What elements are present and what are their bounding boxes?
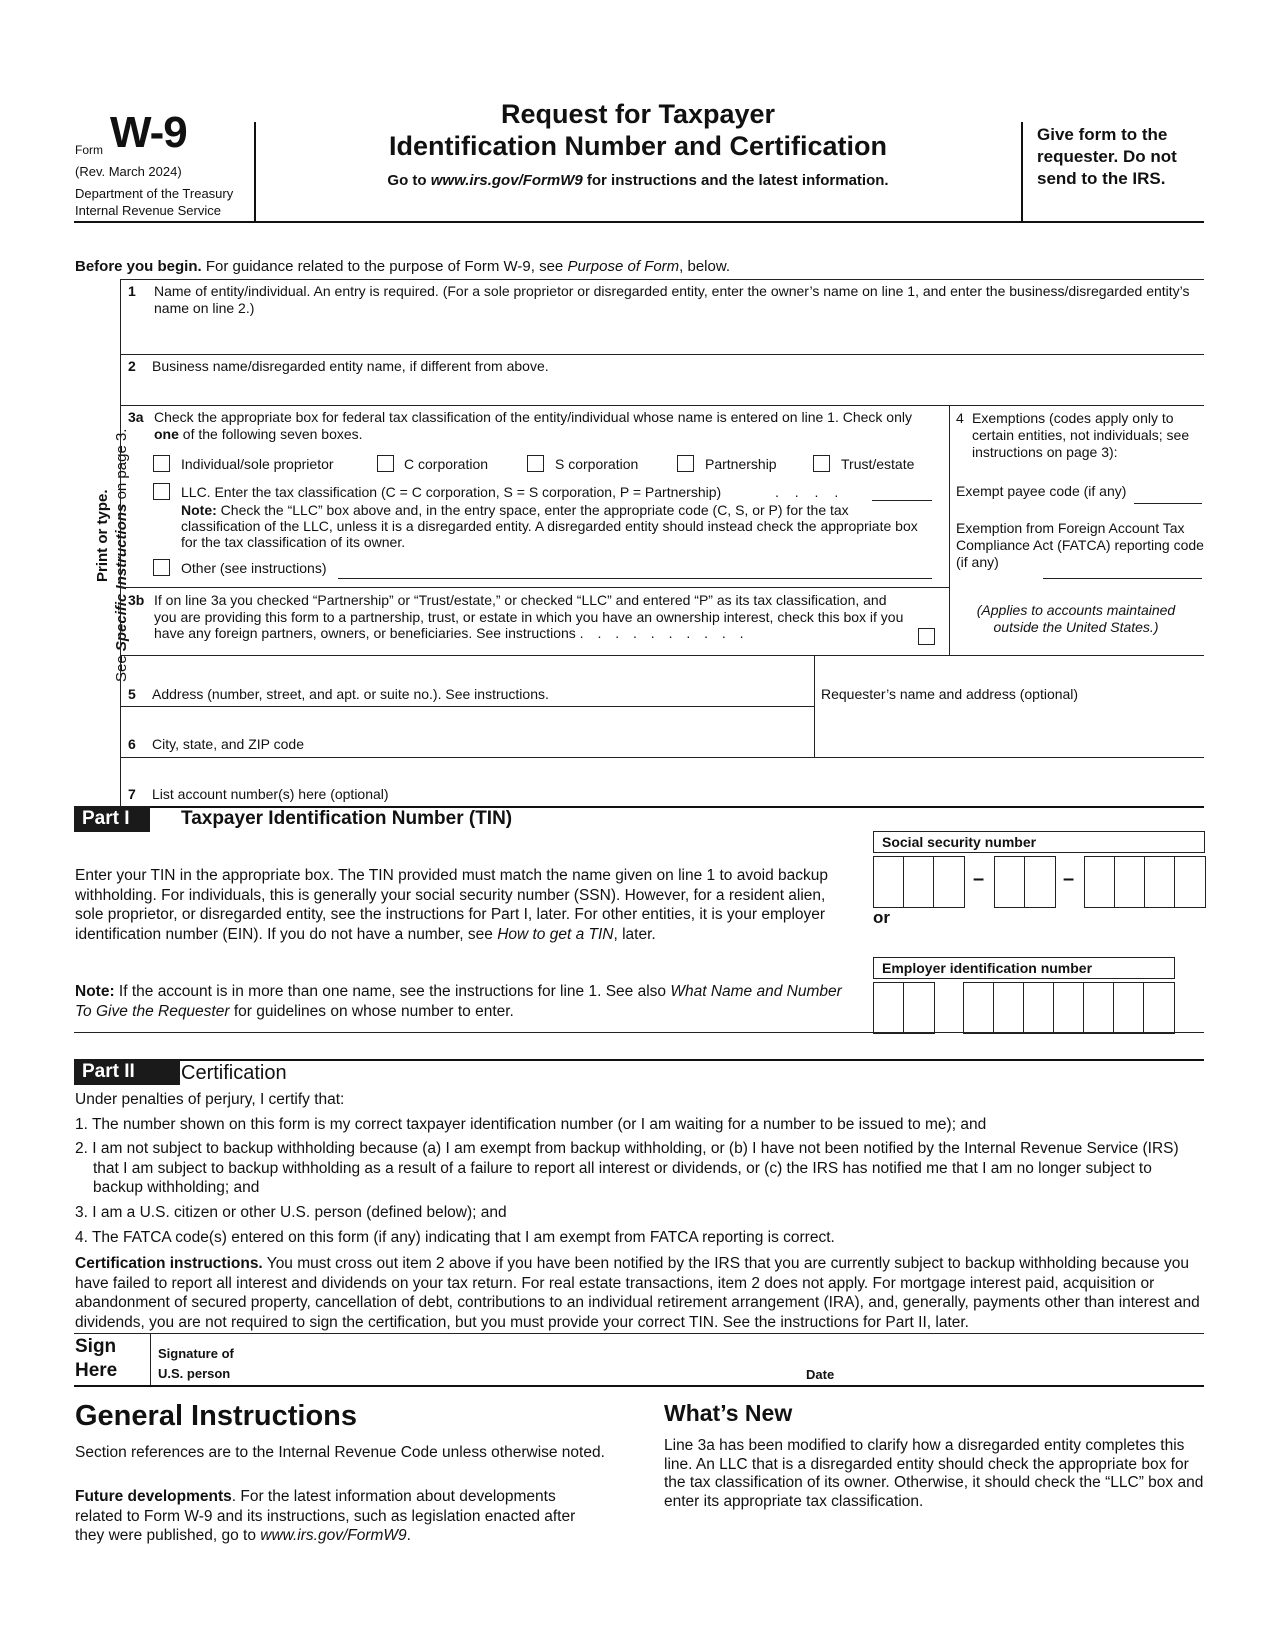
- part-1-note: Note: If the account is in more than one name, see the instructions for line 1. See also What Name and Number To Give the Requester for guidelines on whose number to enter.: [75, 983, 842, 1020]
- form-revision: (Rev. March 2024): [75, 164, 182, 179]
- cert-item-4: 4. The FATCA code(s) entered on this form (if any) indicating that I am exempt from FATCA reporting is correct.: [75, 1229, 835, 1246]
- c-corporation-label: C corporation: [404, 456, 489, 472]
- whats-new-title: What’s New: [664, 1400, 793, 1426]
- or-label: or: [873, 908, 890, 927]
- general-instructions-title: General Instructions: [75, 1400, 358, 1432]
- other-label: Other (see instructions): [181, 560, 327, 576]
- ein-label-box: [873, 957, 1175, 979]
- requester-label: Requester’s name and address (optional): [821, 686, 1079, 702]
- fatca-applies-note: (Applies to accounts maintained outside the United States.): [976, 602, 1176, 635]
- agency: Internal Revenue Service: [75, 203, 221, 218]
- form-name: W-9: [110, 108, 187, 157]
- goto-instructions: Go to www.irs.gov/FormW9 for instructions and the latest information.: [387, 172, 889, 189]
- give-form-note: Give form to the requester. Do not send to the IRS.: [1037, 125, 1177, 188]
- ssn-dash-1: –: [973, 868, 985, 890]
- signature-field[interactable]: [250, 1338, 790, 1382]
- line-3b-label: 3b If on line 3a you checked “Partnership” or “Trust/estate,” or checked “LLC” and entered “P” as its tax classification, and you are providing this form to a partnership, trust, or estate in which you have an ownership interest, check this box if you have any foreign partners, owners, or beneficiaries. See instructions . . . . . . . . . .: [128, 592, 904, 641]
- irs-url-link-2[interactable]: www.irs.gov/FormW9: [260, 1527, 407, 1544]
- line-6-city-input[interactable]: [150, 710, 804, 736]
- ssn-area-boxes[interactable]: [873, 856, 965, 908]
- llc-checkbox[interactable]: [153, 483, 170, 500]
- s-corporation-checkbox[interactable]: [527, 455, 544, 472]
- part-1-title: Taxpayer Identification Number (TIN): [181, 808, 513, 829]
- line-7-account-input[interactable]: [420, 785, 804, 807]
- cert-item-3: 3. I am a U.S. citizen or other U.S. person (defined below); and: [75, 1204, 507, 1221]
- llc-label: LLC. Enter the tax classification (C = C corporation, S = S corporation, P = Partnership): [181, 484, 722, 500]
- before-you-begin: Before you begin. For guidance related to the purpose of Form W-9, see Purpose of Form, below.: [75, 258, 731, 275]
- individual-checkbox[interactable]: [153, 455, 170, 472]
- line-4-label: 4 Exemptions (codes apply only to certain entities, not individuals; see instructions on page 3):: [956, 410, 1190, 460]
- ein-prefix-boxes[interactable]: [873, 982, 935, 1034]
- exempt-payee-label: Exempt payee code (if any): [956, 483, 1127, 499]
- line-5-address-input[interactable]: [150, 660, 804, 686]
- side-print-instruction: Print or type. See Specific Instructions on page 3.: [94, 428, 130, 682]
- future-developments: Future developments. For the latest information about developments related to Form W-9 and its instructions, such as legislation enacted after they were published, go to www.irs.gov/FormW9.: [75, 1488, 576, 1544]
- whats-new-text: Line 3a has been modified to clarify how a disregarded entity completes this line. An LLC that is a disregarded entity should check the appropriate box for the tax classification of its owner. Otherwise, it should check the “LLC” box and enter its appropriate tax classification.: [664, 1437, 1204, 1510]
- line-6-label: 6 City, state, and ZIP code: [128, 736, 305, 752]
- trust-estate-label: Trust/estate: [841, 456, 915, 472]
- line-7-label: 7 List account number(s) here (optional): [128, 786, 389, 802]
- llc-note: Note: Check the “LLC” box above and, in the entry space, enter the appropriate code (C, S, or P) for the tax classification of the LLC, unless it is a disregarded entity. A disregarded entity should instead check the appropriate box for the tax classification of its owner.: [181, 502, 918, 550]
- form-title: Request for Taxpayer Identification Number and Certification: [388, 99, 888, 161]
- line-2-label: 2 Business name/disregarded entity name, if different from above.: [128, 358, 549, 374]
- line-3a-label: 3a Check the appropriate box for federal tax classification of the entity/individual whose name is entered on line 1. Check only one of the following seven boxes.: [128, 409, 912, 442]
- s-corporation-label: S corporation: [555, 456, 639, 472]
- sign-here-label: Sign Here: [75, 1336, 118, 1381]
- date-input[interactable]: [850, 1360, 1204, 1384]
- exempt-payee-input[interactable]: [1134, 484, 1206, 504]
- part-1-instructions: Enter your TIN in the appropriate box. The TIN provided must match the name given on line 1 to avoid backup withholding. For individuals, this is generally your social security number (SSN). However, for a resident alien, sole proprietor, or disregarded entity, see the instructions for Part I, later. For other entities, it is your employer identification number (EIN). If you do not have a number, see How to get a TIN, later.: [75, 867, 829, 943]
- other-input[interactable]: [338, 559, 936, 579]
- ssn-group-boxes[interactable]: [994, 856, 1056, 908]
- part-2-title: Certification: [181, 1062, 287, 1084]
- certification-instructions: Certification instructions. You must cross out item 2 above if you have been notified by the IRS that you are currently subject to backup withholding because you have failed to report all interest and dividends on your tax return. For real estate transactions, item 2 does not apply. For mortgage interest paid, acquisition or abandonment of secured property, cancellation of debt, contributions to an individual retirement arrangement (IRA), and, generally, payments other than interest and dividends, you are not required to sign the certification, but you must provide your correct TIN. See the instructions for Part II, later.: [75, 1255, 1200, 1331]
- ein-number-boxes[interactable]: [963, 982, 1175, 1034]
- department: Department of the Treasury: [75, 186, 234, 201]
- signature-label: Signature of U.S. person: [158, 1346, 234, 1381]
- ssn-dash-2: –: [1063, 868, 1075, 890]
- form-prefix: Form: [75, 143, 103, 157]
- ssn-label: Social security number: [882, 834, 1037, 850]
- part-2-label: Part II: [74, 1059, 180, 1085]
- other-checkbox[interactable]: [153, 559, 170, 576]
- llc-dots: . . . .: [775, 484, 845, 500]
- individual-label: Individual/sole proprietor: [181, 456, 334, 472]
- fatca-input[interactable]: [1043, 559, 1206, 579]
- partnership-checkbox[interactable]: [677, 455, 694, 472]
- trust-estate-checkbox[interactable]: [813, 455, 830, 472]
- line-5-label: 5 Address (number, street, and apt. or suite no.). See instructions.: [128, 686, 549, 702]
- section-references: Section references are to the Internal Revenue Code unless otherwise noted.: [75, 1444, 605, 1461]
- part-1-label: Part I: [74, 806, 150, 832]
- cert-item-1: 1. The number shown on this form is my correct taxpayer identification number (or I am waiting for a number to be issued to me); and: [75, 1116, 987, 1133]
- c-corporation-checkbox[interactable]: [377, 455, 394, 472]
- line-1-name-input[interactable]: [150, 322, 1194, 350]
- date-label: Date: [806, 1367, 835, 1382]
- llc-code-input[interactable]: [872, 481, 936, 501]
- line-2-business-input[interactable]: [150, 377, 1194, 403]
- cert-item-2: 2. I am not subject to backup withholding because (a) I am exempt from backup withholding, or (b) I have not been notified by the Internal Revenue Service (IRS) that I am subject to backup withholding as a result of a failure to report all interest or dividends, or (c) the IRS has notified me that I am no longer subject to backup withholding; and: [75, 1140, 1179, 1196]
- foreign-partners-checkbox[interactable]: [918, 628, 935, 645]
- ssn-serial-boxes[interactable]: [1084, 856, 1206, 908]
- ein-label: Employer identification number: [882, 960, 1093, 976]
- partnership-label: Partnership: [705, 456, 777, 472]
- requester-input[interactable]: [821, 706, 1203, 756]
- ssn-label-box: [873, 831, 1205, 853]
- irs-url-link[interactable]: www.irs.gov/FormW9: [430, 172, 583, 189]
- fatca-label: Exemption from Foreign Account Tax Compliance Act (FATCA) reporting code (if any): [956, 520, 1204, 570]
- certification-intro: Under penalties of perjury, I certify that:: [75, 1091, 345, 1108]
- line-1-label: 1 Name of entity/individual. An entry is required. (For a sole proprietor or disregarded entity, enter the owner’s name on line 1, and enter the business/disregarded entity’s name on line 2.): [128, 283, 1190, 316]
